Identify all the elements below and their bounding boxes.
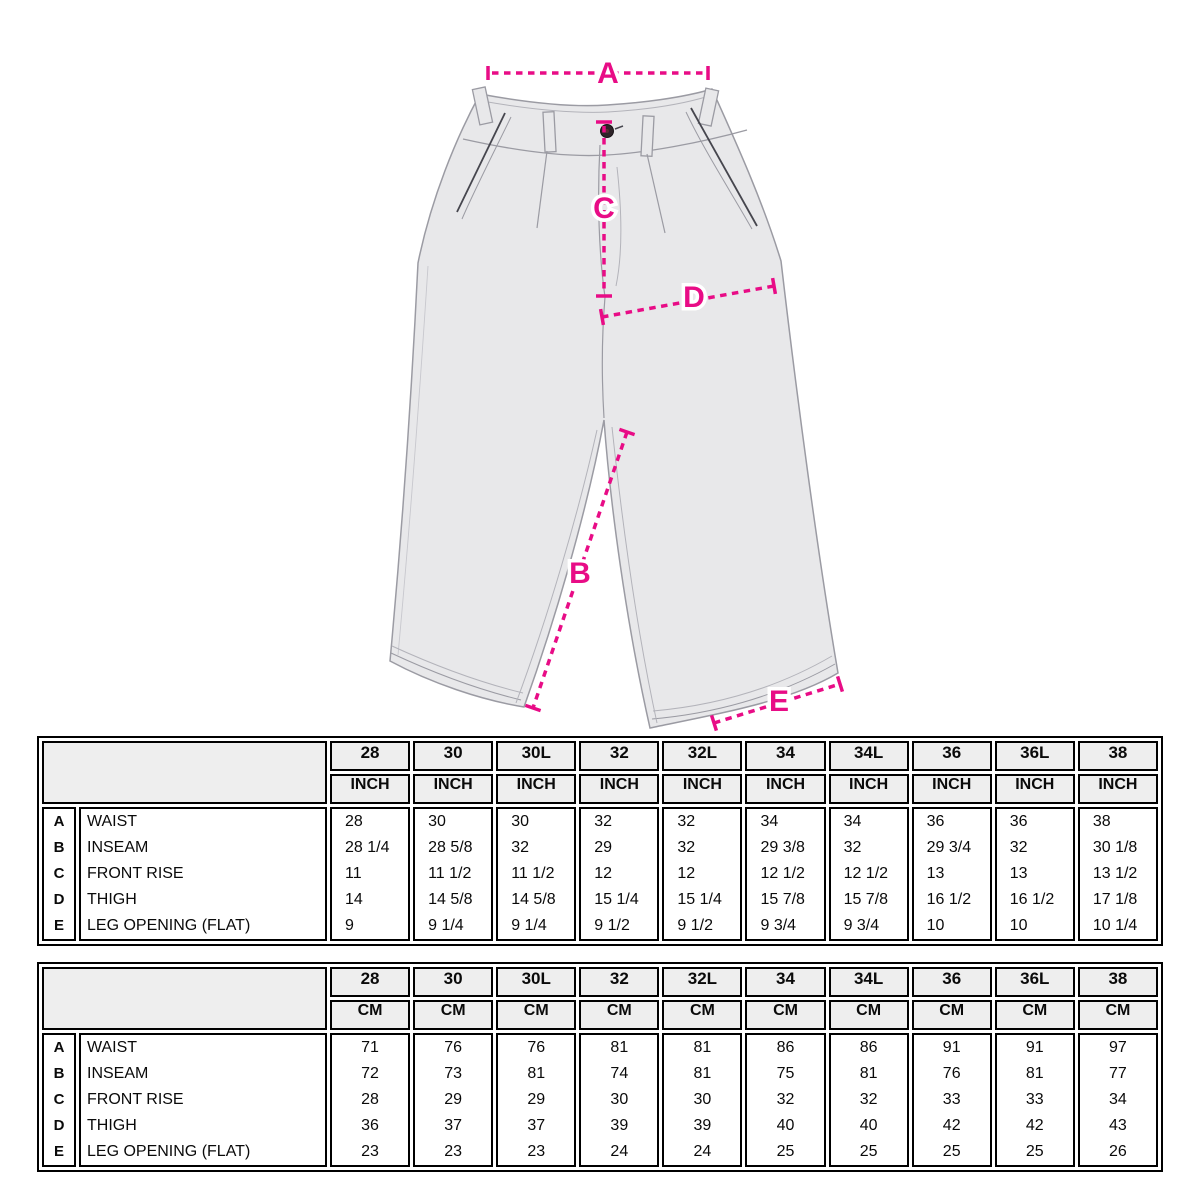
- cell-value: 91: [942, 1039, 961, 1056]
- size-column-header: 36L: [995, 741, 1075, 771]
- size-table-cm: [37, 962, 1163, 1172]
- cell-value: 30: [428, 813, 446, 830]
- measure-label-inseam: B: [569, 557, 591, 590]
- cell-value: 71: [361, 1039, 379, 1056]
- size-column-header: 34: [745, 967, 825, 997]
- value-column: [1078, 807, 1158, 941]
- cell-value: 12 1/2: [843, 865, 889, 882]
- cell-value: 81: [527, 1065, 546, 1082]
- measure-label-waist: A: [597, 57, 619, 90]
- cell-value: 28 5/8: [428, 839, 473, 856]
- cell-value: 77: [1109, 1065, 1127, 1082]
- row-letter: C: [53, 865, 65, 882]
- unit-header: CM: [912, 1000, 992, 1030]
- cell-value: 40: [776, 1117, 795, 1134]
- cell-value: 73: [444, 1065, 463, 1082]
- size-column-header: 34L: [829, 967, 909, 997]
- size-column-header: 34: [745, 741, 825, 771]
- cell-value: 29 3/4: [926, 839, 972, 856]
- cell-value: 33: [942, 1091, 961, 1108]
- value-column: [995, 1033, 1075, 1167]
- size-table: [37, 736, 1163, 946]
- unit-header: INCH: [330, 774, 410, 804]
- value-column: [662, 1033, 742, 1167]
- cell-value: 34: [843, 813, 862, 830]
- unit-header: INCH: [1078, 774, 1158, 804]
- cell-value: 81: [1025, 1065, 1044, 1082]
- cell-value: 26: [1109, 1143, 1127, 1160]
- row-letter: D: [53, 1117, 65, 1134]
- unit-header: CM: [579, 1000, 659, 1030]
- unit-header: CM: [496, 1000, 576, 1030]
- value-column: [579, 807, 659, 941]
- unit-header: CM: [829, 1000, 909, 1030]
- cell-value: 10: [926, 917, 945, 934]
- cell-value: 23: [527, 1143, 546, 1160]
- cell-value: 14 5/8: [428, 891, 473, 908]
- cell-value: 75: [776, 1065, 795, 1082]
- cell-value: 32: [1009, 839, 1028, 856]
- cell-value: 9 1/2: [677, 917, 713, 934]
- row-letter-column: [42, 807, 76, 941]
- value-column: [413, 1033, 493, 1167]
- cell-value: 11 1/2: [511, 865, 555, 882]
- cell-value: 32: [859, 1091, 878, 1108]
- row-letter: E: [53, 917, 64, 934]
- cell-value: 76: [444, 1039, 463, 1056]
- pants-outline: [390, 89, 838, 728]
- cell-value: 76: [527, 1039, 546, 1056]
- cell-value: 43: [1109, 1117, 1127, 1134]
- cell-value: 24: [693, 1143, 712, 1160]
- cell-value: 9 1/4: [428, 917, 464, 934]
- size-column-header: 30: [413, 967, 493, 997]
- cell-value: 28: [345, 813, 363, 830]
- cell-value: 9: [345, 917, 354, 934]
- value-column: [995, 807, 1075, 941]
- size-column-header: 36: [912, 967, 992, 997]
- cell-value: 29: [594, 839, 613, 856]
- cell-value: 86: [859, 1039, 878, 1056]
- cell-value: 9 3/4: [760, 917, 797, 934]
- cell-value: 25: [1025, 1143, 1044, 1160]
- cell-value: 9 3/4: [843, 917, 880, 934]
- cell-value: 36: [361, 1117, 379, 1134]
- size-column-header: 32L: [662, 741, 742, 771]
- cell-value: 30 1/8: [1092, 839, 1138, 856]
- cell-value: 30: [511, 813, 529, 830]
- measure-label-thigh: D: [683, 281, 705, 314]
- unit-header: INCH: [413, 774, 493, 804]
- size-column-header: 34L: [829, 741, 909, 771]
- cell-value: 30: [610, 1091, 629, 1108]
- cell-value: 32: [776, 1091, 795, 1108]
- cell-value: 81: [859, 1065, 878, 1082]
- table-corner-cell: [42, 741, 327, 804]
- cell-value: 91: [1025, 1039, 1044, 1056]
- cell-value: 13: [926, 865, 945, 882]
- cell-value: 86: [776, 1039, 795, 1056]
- value-column: [745, 1033, 825, 1167]
- unit-header: CM: [330, 1000, 410, 1030]
- cell-value: 25: [942, 1143, 961, 1160]
- row-letter: C: [53, 1091, 65, 1108]
- measure-label-front-rise: C: [593, 192, 615, 225]
- cell-value: 34: [760, 813, 779, 830]
- value-column: [330, 1033, 410, 1167]
- unit-header: CM: [1078, 1000, 1158, 1030]
- cell-value: 32: [677, 813, 696, 830]
- cell-value: 29: [444, 1091, 463, 1108]
- cell-value: 37: [527, 1117, 546, 1134]
- cell-value: 9 1/4: [511, 917, 547, 934]
- value-column: [1078, 1033, 1158, 1167]
- cell-value: 74: [610, 1065, 629, 1082]
- value-column: [912, 1033, 992, 1167]
- cell-value: 39: [693, 1117, 712, 1134]
- row-label-column: [79, 807, 327, 941]
- size-column-header: 36L: [995, 967, 1075, 997]
- value-column: [829, 807, 909, 941]
- cell-value: 28 1/4: [345, 839, 390, 856]
- cell-value: 10 1/4: [1092, 917, 1138, 934]
- cell-value: 25: [776, 1143, 795, 1160]
- cell-value: 30: [693, 1091, 712, 1108]
- cell-value: 13: [1009, 865, 1028, 882]
- cell-value: 23: [361, 1143, 379, 1160]
- unit-header: CM: [662, 1000, 742, 1030]
- unit-header: INCH: [662, 774, 742, 804]
- cell-value: 11: [345, 865, 362, 882]
- size-column-header: 32: [579, 967, 659, 997]
- size-column-header: 28: [330, 967, 410, 997]
- row-label: INSEAM: [87, 839, 149, 856]
- cell-value: 15 7/8: [760, 891, 805, 908]
- unit-header: CM: [995, 1000, 1075, 1030]
- row-letter: E: [53, 1143, 64, 1160]
- cell-value: 15 7/8: [843, 891, 889, 908]
- size-column-header: 32L: [662, 967, 742, 997]
- size-column-header: 30L: [496, 741, 576, 771]
- unit-header: INCH: [995, 774, 1075, 804]
- cell-value: 81: [693, 1039, 712, 1056]
- cell-value: 76: [942, 1065, 961, 1082]
- unit-header: INCH: [912, 774, 992, 804]
- cell-value: 38: [1092, 813, 1111, 830]
- unit-header: CM: [745, 1000, 825, 1030]
- cell-value: 17 1/8: [1092, 891, 1138, 908]
- unit-header: INCH: [745, 774, 825, 804]
- cell-value: 72: [361, 1065, 379, 1082]
- cell-value: 42: [1025, 1117, 1044, 1134]
- row-label: LEG OPENING (FLAT): [87, 1143, 251, 1160]
- cell-value: 29 3/8: [760, 839, 805, 856]
- size-table-inch: [37, 736, 1163, 946]
- cell-value: 24: [610, 1143, 629, 1160]
- cell-value: 12: [594, 865, 613, 882]
- cell-value: 10: [1009, 917, 1028, 934]
- row-label: THIGH: [87, 1117, 137, 1134]
- cell-value: 28: [361, 1091, 379, 1108]
- cell-value: 11 1/2: [428, 865, 472, 882]
- table-corner-cell: [42, 967, 327, 1030]
- row-label: INSEAM: [87, 1065, 149, 1082]
- cell-value: 37: [444, 1117, 463, 1134]
- row-letter: B: [53, 1065, 65, 1082]
- belt-loop-icon: [543, 112, 556, 153]
- row-label: FRONT RISE: [87, 1091, 184, 1108]
- row-label: WAIST: [87, 1039, 138, 1056]
- cell-value: 25: [859, 1143, 878, 1160]
- cell-value: 39: [610, 1117, 629, 1134]
- cell-value: 42: [942, 1117, 961, 1134]
- row-label: LEG OPENING (FLAT): [87, 917, 251, 934]
- row-label: FRONT RISE: [87, 865, 184, 882]
- cell-value: 15 1/4: [677, 891, 722, 908]
- row-letter: B: [53, 839, 65, 856]
- row-letter: A: [53, 1039, 65, 1056]
- value-column: [912, 807, 992, 941]
- cell-value: 81: [610, 1039, 629, 1056]
- cell-value: 34: [1109, 1091, 1127, 1108]
- cell-value: 9 1/2: [594, 917, 630, 934]
- unit-header: CM: [413, 1000, 493, 1030]
- row-letter: A: [53, 813, 65, 830]
- cell-value: 14: [345, 891, 363, 908]
- cell-value: 23: [444, 1143, 463, 1160]
- size-column-header: 38: [1078, 741, 1158, 771]
- size-table: [37, 962, 1163, 1172]
- cell-value: 40: [859, 1117, 878, 1134]
- cell-value: 33: [1025, 1091, 1044, 1108]
- size-column-header: 32: [579, 741, 659, 771]
- measure-label-leg-opening: E: [768, 685, 790, 718]
- cell-value: 32: [511, 839, 529, 856]
- value-column: [829, 1033, 909, 1167]
- cell-value: 12 1/2: [760, 865, 805, 882]
- unit-header: INCH: [579, 774, 659, 804]
- value-column: [413, 807, 493, 941]
- unit-header: INCH: [829, 774, 909, 804]
- cell-value: 97: [1109, 1039, 1127, 1056]
- value-column: [496, 807, 576, 941]
- size-column-header: 36: [912, 741, 992, 771]
- cell-value: 81: [693, 1065, 712, 1082]
- value-column: [496, 1033, 576, 1167]
- cell-value: 32: [843, 839, 862, 856]
- cell-value: 14 5/8: [511, 891, 556, 908]
- value-column: [330, 807, 410, 941]
- cell-value: 32: [594, 813, 613, 830]
- belt-loop-icon: [641, 116, 654, 157]
- cell-value: 12: [677, 865, 696, 882]
- cell-value: 36: [1009, 813, 1028, 830]
- row-letter: D: [53, 891, 65, 908]
- cell-value: 36: [926, 813, 945, 830]
- cell-value: 16 1/2: [1009, 891, 1055, 908]
- value-column: [579, 1033, 659, 1167]
- size-column-header: 30L: [496, 967, 576, 997]
- cell-value: 29: [527, 1091, 546, 1108]
- row-label: THIGH: [87, 891, 137, 908]
- value-column: [662, 807, 742, 941]
- cell-value: 13 1/2: [1092, 865, 1138, 882]
- size-column-header: 28: [330, 741, 410, 771]
- value-column: [745, 807, 825, 941]
- size-column-header: 38: [1078, 967, 1158, 997]
- cell-value: 32: [677, 839, 696, 856]
- unit-header: INCH: [496, 774, 576, 804]
- row-letter-column: [42, 1033, 76, 1167]
- cell-value: 16 1/2: [926, 891, 972, 908]
- row-label-column: [79, 1033, 327, 1167]
- cell-value: 15 1/4: [594, 891, 639, 908]
- size-column-header: 30: [413, 741, 493, 771]
- row-label: WAIST: [87, 813, 138, 830]
